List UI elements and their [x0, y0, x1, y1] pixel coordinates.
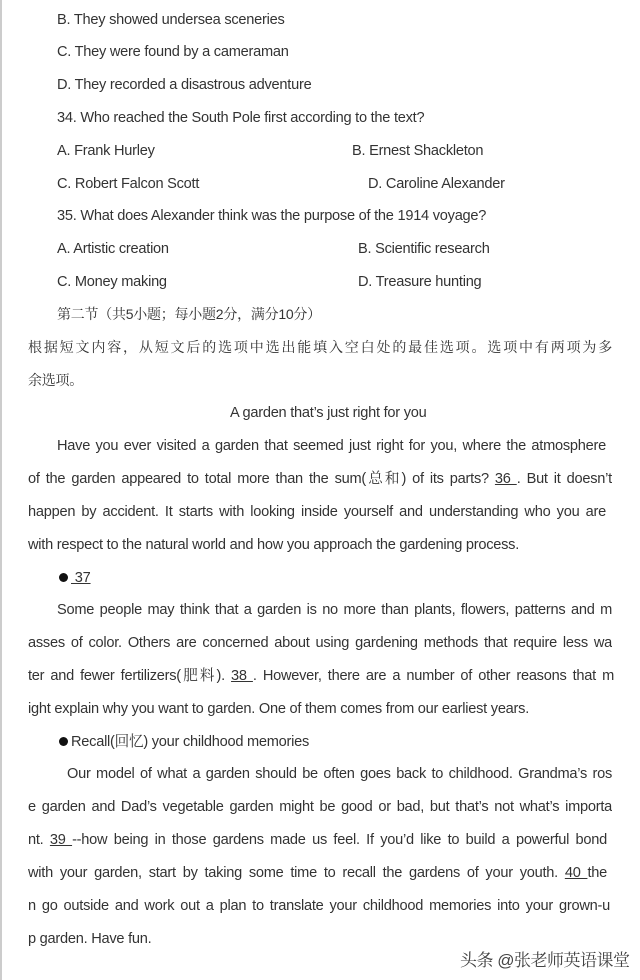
option-34a: A. Frank Hurley: [57, 143, 155, 159]
paragraph-line: Our model of what a garden should be often goes back to childhood. Grandma’s ros: [67, 766, 612, 782]
page-edge: [0, 0, 2, 980]
paragraph-line: happen by accident. It starts with looking inside yourself and understanding who you are: [28, 504, 606, 520]
paragraph-line: nt. 39 --how being in those gardens made us feel. If you’d like to build a powerful bond: [28, 832, 607, 848]
bullet-37: [59, 568, 91, 588]
paragraph-line: with respect to the natural world and how you approach the gardening process.: [28, 537, 520, 553]
bullet-icon: [59, 573, 68, 582]
paragraph-line: n go outside and work out a plan to translate your childhood memories into your grown-u: [28, 898, 610, 914]
paragraph-line: p garden. Have fun.: [28, 931, 152, 947]
question-35: 35. What does Alexander think was the purpose of the 1914 voyage?: [57, 208, 487, 224]
blank-40: 40: [564, 865, 588, 881]
paragraph-line: ight explain why you want to garden. One of them comes from our earliest years.: [28, 701, 530, 717]
option-33d: D. They recorded a disastrous adventure: [57, 77, 312, 93]
paragraph-line: with your garden, start by taking some time to recall the gardens of your youth. 40 the: [28, 865, 607, 881]
passage-title: A garden that’s just right for you: [230, 405, 427, 421]
instructions: 根据短文内容，从短文后的选项中选出能填入空白处的最佳选项。选项中有两项为多: [28, 339, 612, 355]
subheading-recall: Recall(回忆) your childhood memories: [59, 732, 309, 752]
option-34c: C. Robert Falcon Scott: [57, 176, 200, 192]
bullet-icon: [59, 737, 68, 746]
option-35d: D. Treasure hunting: [358, 274, 482, 290]
option-35c: C. Money making: [57, 274, 167, 290]
option-34b: B. Ernest Shackleton: [352, 143, 484, 159]
paragraph-line: ter and fewer fertilizers(肥料). 38 . However, there are a number of other reasons that m: [28, 668, 614, 684]
blank-38: 38: [231, 668, 253, 684]
instructions-cont: 余选项。: [28, 372, 83, 388]
paragraph-line: Have you ever visited a garden that seemed just right for you, where the atmosphere: [57, 438, 606, 454]
paragraph-line: of the garden appeared to total more than the sum(总和) of its parts? 36 . But it doesn’t: [28, 471, 612, 487]
blank-36: 36: [494, 471, 517, 487]
option-35b: B. Scientific research: [358, 241, 490, 257]
section-heading: 第二节（共5小题；每小题2分，满分10分）: [57, 306, 321, 322]
paragraph-line: e garden and Dad’s vegetable garden might be good or bad, but that’s not what’s importa: [28, 799, 612, 815]
blank-37: 37: [71, 570, 91, 586]
paragraph-line: asses of color. Others are concerned about using gardening methods that require less wa: [28, 635, 612, 651]
option-35a: A. Artistic creation: [57, 241, 169, 257]
option-33b: B. They showed undersea sceneries: [57, 12, 285, 28]
option-34d: D. Caroline Alexander: [368, 176, 505, 192]
option-33c: C. They were found by a cameraman: [57, 44, 289, 60]
watermark: 头条 @张老师英语课堂: [460, 951, 630, 970]
question-34: 34. Who reached the South Pole first according to the text?: [57, 110, 425, 126]
paragraph-line: Some people may think that a garden is no more than plants, flowers, patterns and m: [57, 602, 612, 618]
blank-39: 39: [49, 832, 73, 848]
